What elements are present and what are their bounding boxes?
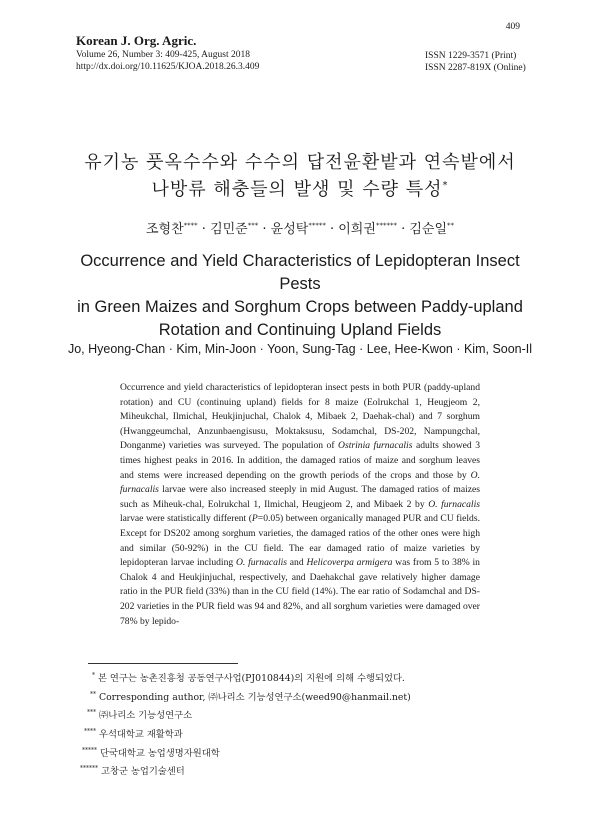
footnote: * 본 연구는 농촌진흥청 공동연구사업(PJ010844)의 지원에 의해 수행되었다. [92, 672, 405, 685]
issn-block [425, 50, 545, 74]
author-ko: 김순일 [409, 222, 448, 237]
journal-name: Korean J. Org. Agric. [76, 33, 197, 48]
author-ko: 김민준 [210, 222, 248, 237]
footnote: ****** 고창군 농업기술센터 [80, 765, 185, 778]
species-name: Ostrinia furnacalis [338, 440, 413, 452]
footnote: ***** 단국대학교 농업생명자원대학 [82, 746, 220, 759]
volume-line: Volume 26, Number 3: 409-425, August 2018 [76, 50, 250, 60]
journal-header [76, 32, 376, 73]
author-ko: 조형찬 [145, 222, 184, 237]
footnotes [80, 668, 540, 780]
english-title: Occurrence and Yield Characteristics of Lepidopteran Insect Pests in Green Maizes and Sorghum Crops between Paddy-upland Rotation and Continuing Upland Fields [77, 252, 523, 339]
korean-title-line1: 유기농 풋옥수수와 수수의 답전윤환밭과 연속밭에서 [84, 152, 516, 173]
korean-authors: 조형찬**** · 김민준*** · 윤성탁***** · 이희권****** · 김순일** [145, 221, 455, 237]
page-number: 409 [505, 22, 520, 32]
species-name: Helicoverpa armigera [306, 557, 393, 569]
title-mark: * [442, 180, 449, 191]
author-ko: 이희권 [338, 222, 376, 237]
footnote: *** ㈜나리소 기능성연구소 [87, 709, 193, 722]
species-name: O. furnacalis [120, 469, 480, 496]
issn-online: ISSN 2287-819X (Online) [425, 63, 526, 73]
footnote: **** 우석대학교 재활학과 [84, 728, 183, 741]
footnote-corresponding: ** Corresponding author, ㈜나리소 기능성연구소(weed90@hanmail.net) [90, 690, 411, 703]
species-name: O. furnacalis [428, 498, 480, 510]
abstract: Occurrence and yield characteristics of lepidopteran insect pests in both PUR (paddy-upland rotation) and CU (continuing upland) fields for 8 maize (Eolrukchal 1, Heugjeom 2, Miheukchal, Ilmichal, Heukjinjuchal, Chalok 4, Mibaek 2, Daehak-chal) and 7 sorghum (Hwanggeumchal, Anzunbaengisusu, Moktaksusu, Sodamchal, DS-202, Nampungchal, Donganme) varieties was surveyed. The population of Ostrinia furnacalis adults showed 3 times highest peaks in 2016. In addition, the damaged ratios of maize and sorghum leaves and stems were increased depending on the growth periods of the crops and those by O. furnacalis larvae were also increased steeply in mid August. The damaged ratios of maizes such as Miheuk-chal, Eolrukchal 1, Ilmichal, Heugjeom 2, and Mibaek 2 by O. furnacalis larvae were statistically different (P=0.05) between organically managed PUR and CU fields. Except for DS202 among sorghum varieties, the damaged ratios of the other ones were high and similar (50-92%) in the CU field. The ear damaged ratio of maize varieties by lepidopteran larvae including O. furnacalis and Helicoverpa armigera was from 5 to 38% in Chalok 4 and Heukjinjuchal, respectively, and Daehakchal gave relatively higher damage ratio in the PUR field (33%) than in the CU field (14%). The ear ratio of Sodamchal and DS-202 varieties in the PUR field was 94 and 82%, and all sorghum varieties were damaged over 78% by lepido- [120, 382, 480, 627]
species-name: O. furnacalis [235, 557, 288, 569]
korean-title-line2: 나방류 해충들의 발생 및 수량 특성* [151, 179, 449, 200]
footnote-divider [88, 663, 238, 664]
author-ko: 윤성탁 [270, 222, 309, 237]
issn-print: ISSN 1229-3571 (Print) [425, 51, 517, 61]
english-authors: Jo, Hyeong-Chan · Kim, Min-Joon · Yoon, Sung-Tag · Lee, Hee-Kwon · Kim, Soon-Il [67, 342, 533, 356]
doi-link[interactable]: http://dx.doi.org/10.11625/KJOA.2018.26.3.409 [76, 62, 260, 72]
p-value-symbol: P [251, 513, 258, 525]
